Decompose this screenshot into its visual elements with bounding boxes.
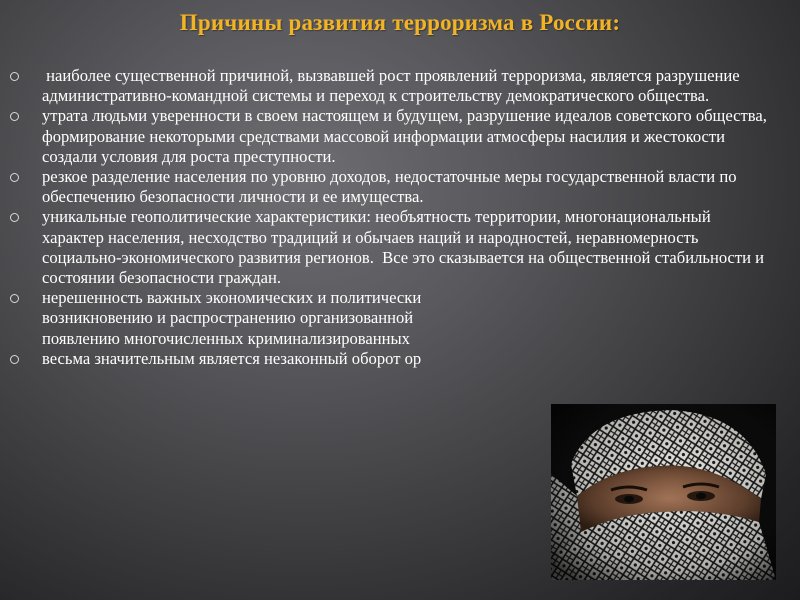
bullet-circle-icon <box>10 72 19 81</box>
keffiyeh-figure-image <box>551 404 776 580</box>
bullet-circle-icon <box>10 294 19 303</box>
bullet-item <box>10 349 770 369</box>
bullet-circle-icon <box>10 355 19 364</box>
bullet-item <box>10 207 770 288</box>
bullet-text-line: возникновению и распространению организованной <box>42 308 414 328</box>
bullet-text: нерешенность важных экономических и политически <box>42 288 422 308</box>
bullet-circle-icon <box>10 173 19 182</box>
bullet-circle-icon <box>10 213 19 222</box>
bullet-item <box>10 66 770 106</box>
bullet-text: наиболее существенной причиной, вызвавшей рост проявлений терроризма, является разрушение административно-командной системы и переход к строительству демократического общества. <box>42 66 744 106</box>
bullet-item <box>10 106 770 167</box>
bullet-text-line: появлению многочисленных криминализированных <box>42 328 410 348</box>
bullet-list <box>10 66 770 369</box>
bullet-item <box>10 288 770 349</box>
bullet-text: резкое разделение населения по уровню доходов, недостаточные меры государственной власти по обеспечению безопасности личности и ее имущества. <box>42 167 737 207</box>
bullet-text: весьма значительным является незаконный оборот ор <box>42 348 422 368</box>
bullet-text: утрата людьми уверенности в своем настоящем и будущем, разрушение идеалов советского общества, формирование некоторыми средствами массовой информации атмосферы насилия и жестокости создали условия для роста преступности. <box>42 106 767 166</box>
bullet-text: уникальные геополитические характеристики: необъятность территории, многонациональный характер населения, несходство традиций и обычаев наций и народностей, неравномерность социально-экономического развития регионов. Все это сказывается на общественной стабильности и состоянии безопасности граждан. <box>42 207 769 288</box>
bullet-item <box>10 167 770 207</box>
masked-man-photo <box>551 404 776 580</box>
slide-title: Причины развития терроризма в России: <box>179 10 621 35</box>
bullet-circle-icon <box>10 112 19 121</box>
